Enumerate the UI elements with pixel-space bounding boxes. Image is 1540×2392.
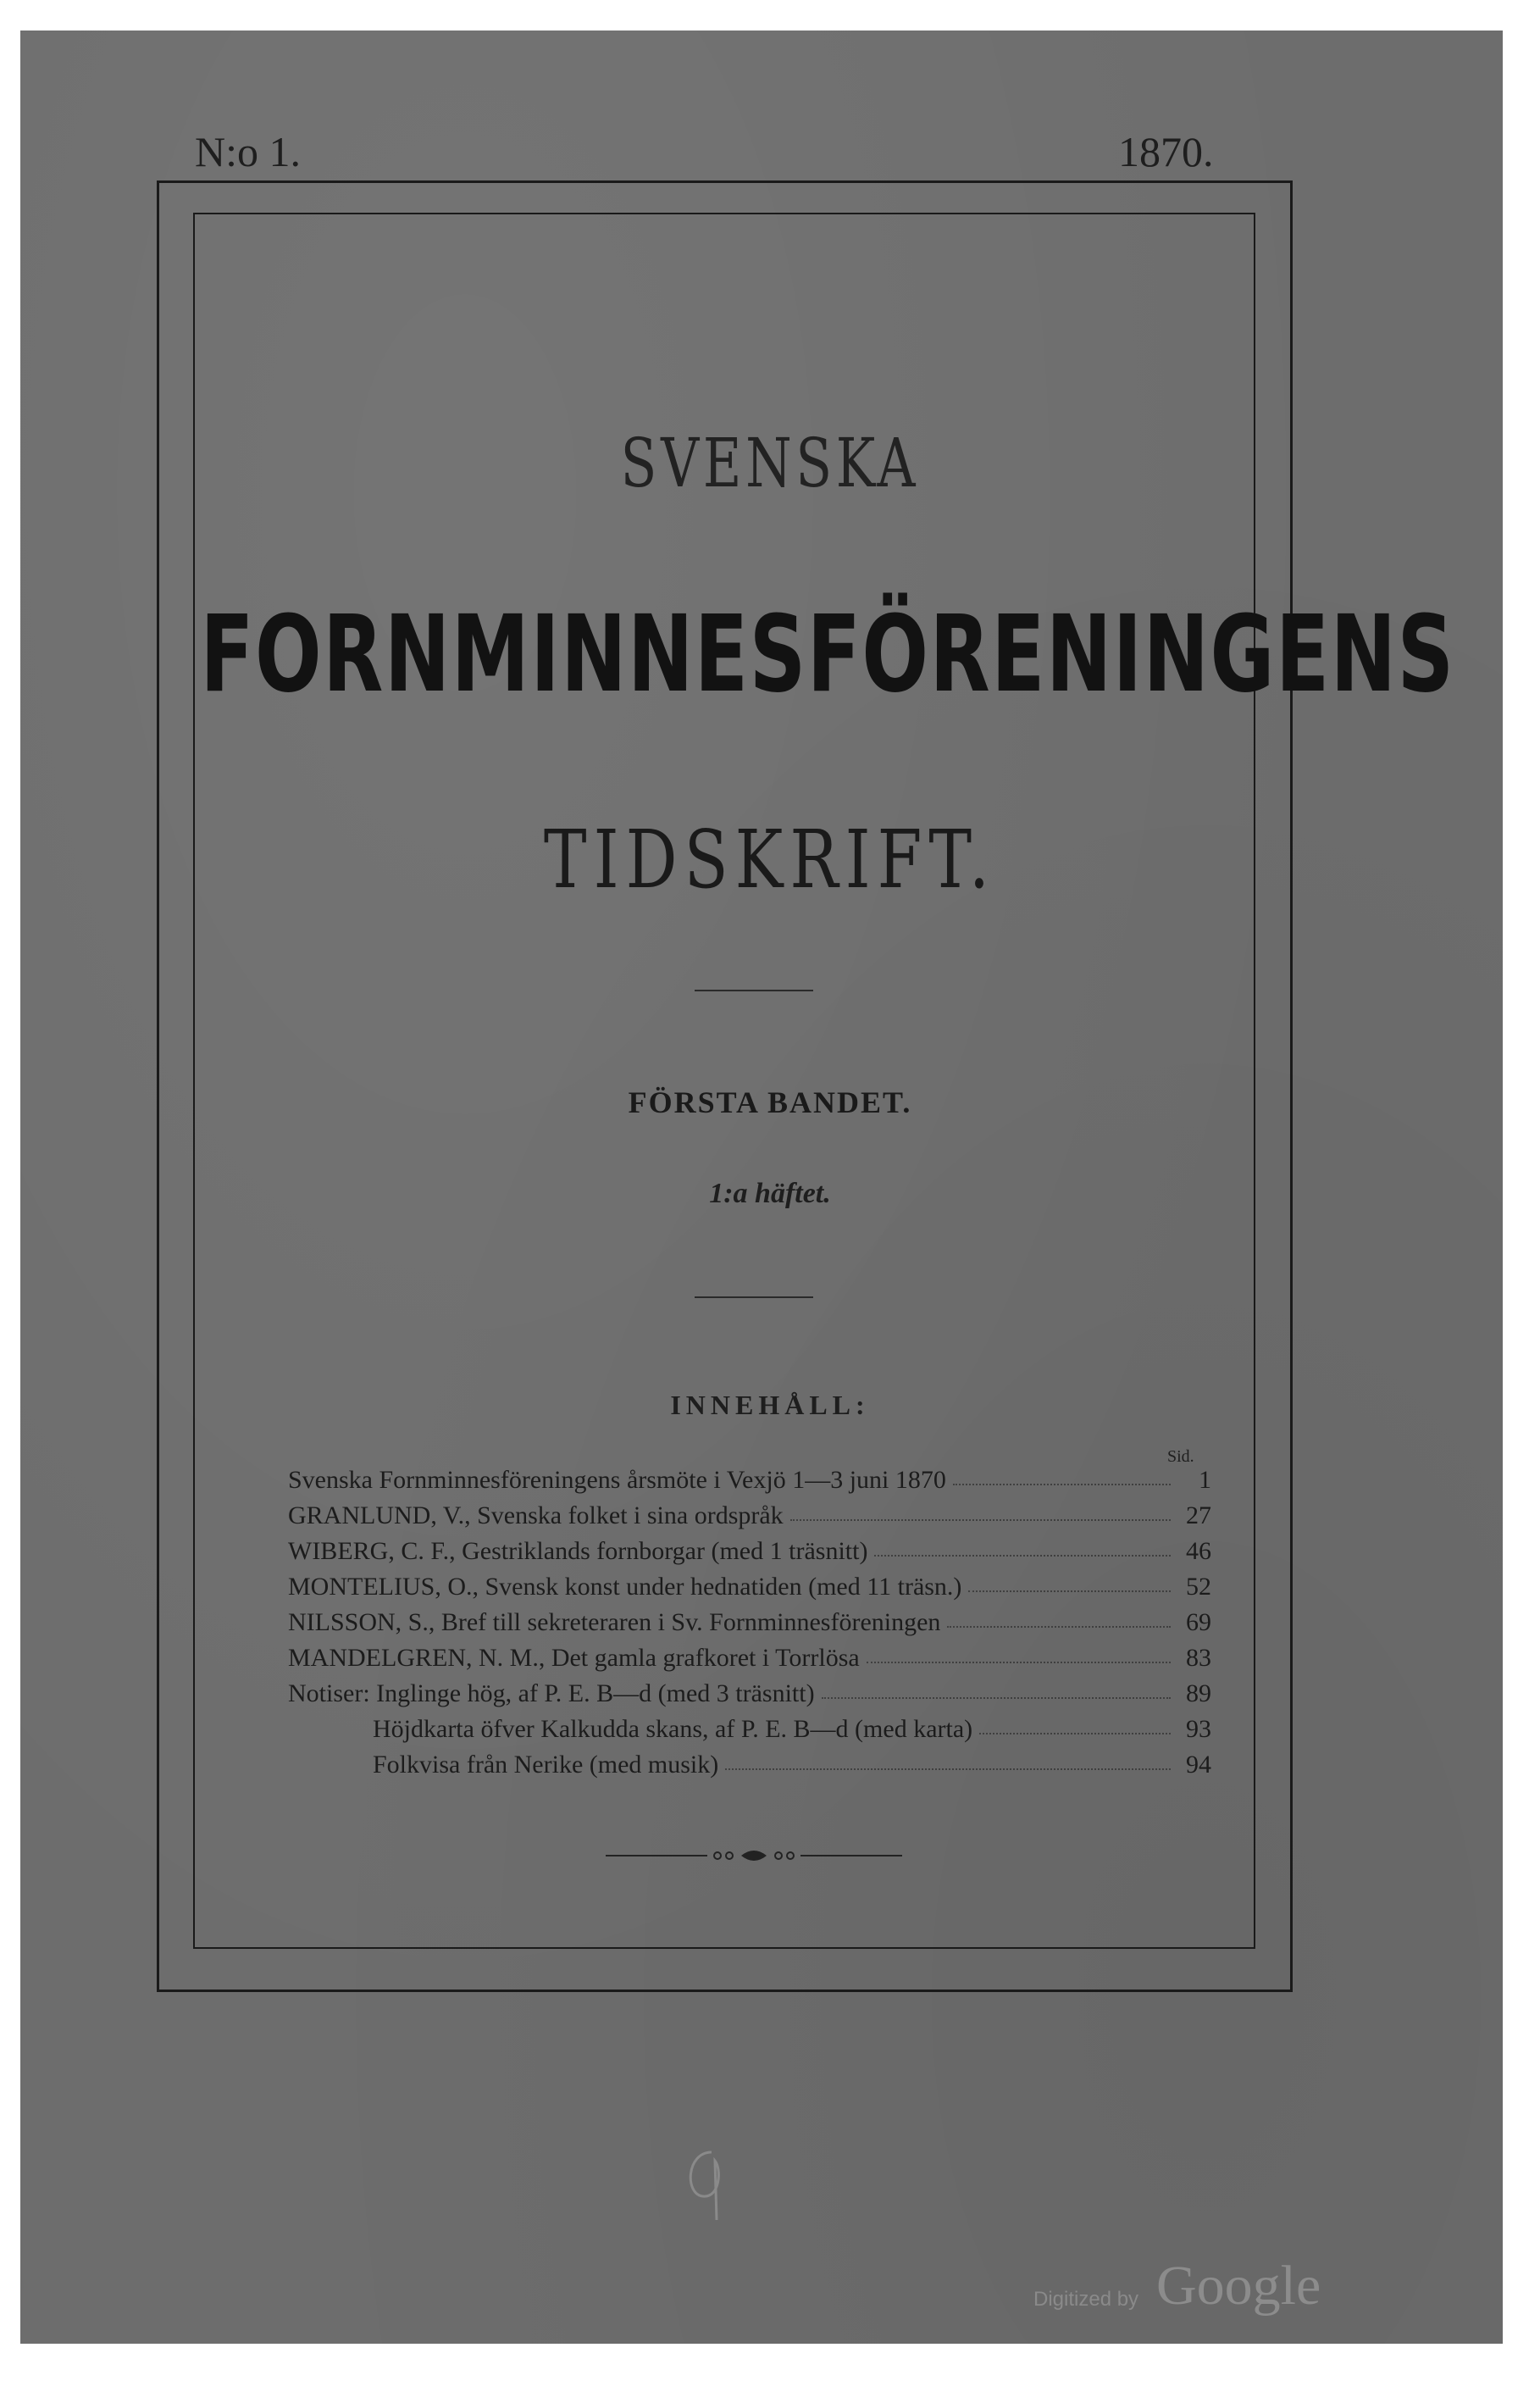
toc-entry-page: 83 xyxy=(1186,1644,1211,1672)
leader-dots xyxy=(874,1554,1171,1557)
toc-entry xyxy=(288,1715,1211,1751)
toc-entry-title: Höjdkarta öfver Kalkudda skans, af P. E. B—d (med karta) xyxy=(373,1715,973,1743)
volume-label: FÖRSTA BANDET. xyxy=(628,1085,912,1119)
toc-entry xyxy=(288,1751,1211,1786)
table-of-contents xyxy=(288,1466,1211,1786)
toc-entry-title: MONTELIUS, O., Svensk konst under hednatiden (med 11 träsn.) xyxy=(288,1573,962,1601)
ornament-icon xyxy=(606,1847,902,1864)
toc-entry-page: 1 xyxy=(1199,1466,1211,1494)
leader-dots xyxy=(979,1732,1171,1734)
leader-dots xyxy=(867,1661,1171,1663)
toc-entry-title: Folkvisa från Nerike (med musik) xyxy=(373,1751,719,1779)
google-watermark: Google xyxy=(1156,2255,1321,2317)
leader-dots xyxy=(953,1483,1171,1485)
toc-entry-title: GRANLUND, V., Svenska folket i sina ordspråk xyxy=(288,1501,784,1529)
issue-label: 1:a häftet. xyxy=(709,1178,831,1209)
toc-entry-page: 94 xyxy=(1186,1751,1211,1779)
divider-rule xyxy=(695,990,813,991)
year: 1870. xyxy=(1118,128,1214,175)
toc-entry xyxy=(288,1501,1211,1537)
leader-dots xyxy=(947,1625,1171,1628)
toc-entry-page: 46 xyxy=(1186,1537,1211,1565)
toc-entry xyxy=(288,1608,1211,1644)
toc-entry-page: 93 xyxy=(1186,1715,1211,1743)
toc-entry-page: 27 xyxy=(1186,1501,1211,1529)
toc-entry-title: WIBERG, C. F., Gestriklands fornborgar (med 1 träsnitt) xyxy=(288,1537,868,1565)
toc-entry-page: 69 xyxy=(1186,1608,1211,1636)
digitized-label: Digitized by xyxy=(1033,2288,1139,2311)
title-line-2: FORNMINNESFÖRENINGENS xyxy=(200,593,1455,716)
toc-entry xyxy=(288,1573,1211,1608)
leader-dots xyxy=(822,1696,1171,1699)
toc-entry-page: 89 xyxy=(1186,1679,1211,1707)
title-line-3: TIDSKRIFT. xyxy=(543,813,997,907)
leader-dots xyxy=(968,1590,1171,1592)
leader-dots xyxy=(725,1768,1171,1770)
toc-entry-title: Svenska Fornminnesföreningens årsmöte i Vexjö 1—3 juni 1870 xyxy=(288,1466,946,1494)
toc-entry-title: MANDELGREN, N. M., Det gamla grafkoret i Torrlösa xyxy=(288,1644,860,1672)
toc-entry xyxy=(288,1644,1211,1679)
toc-entry xyxy=(288,1679,1211,1715)
toc-entry-page: 52 xyxy=(1186,1573,1211,1601)
issue-number: N:o 1. xyxy=(195,128,301,175)
toc-entry-title: NILSSON, S., Bref till sekreteraren i Sv. Fornminnesföreningen xyxy=(288,1608,941,1636)
leader-dots xyxy=(790,1518,1171,1521)
page-column-label: Sid. xyxy=(1167,1447,1194,1466)
title-line-1: SVENSKA xyxy=(620,424,920,502)
divider-rule xyxy=(695,1296,813,1298)
contents-heading: INNEHÅLL: xyxy=(670,1390,870,1420)
toc-entry xyxy=(288,1466,1211,1501)
toc-entry-title: Notiser: Inglinge hög, af P. E. B—d (med 3 träsnitt) xyxy=(288,1679,815,1707)
handwritten-mark-icon xyxy=(678,2135,737,2228)
toc-entry xyxy=(288,1537,1211,1573)
